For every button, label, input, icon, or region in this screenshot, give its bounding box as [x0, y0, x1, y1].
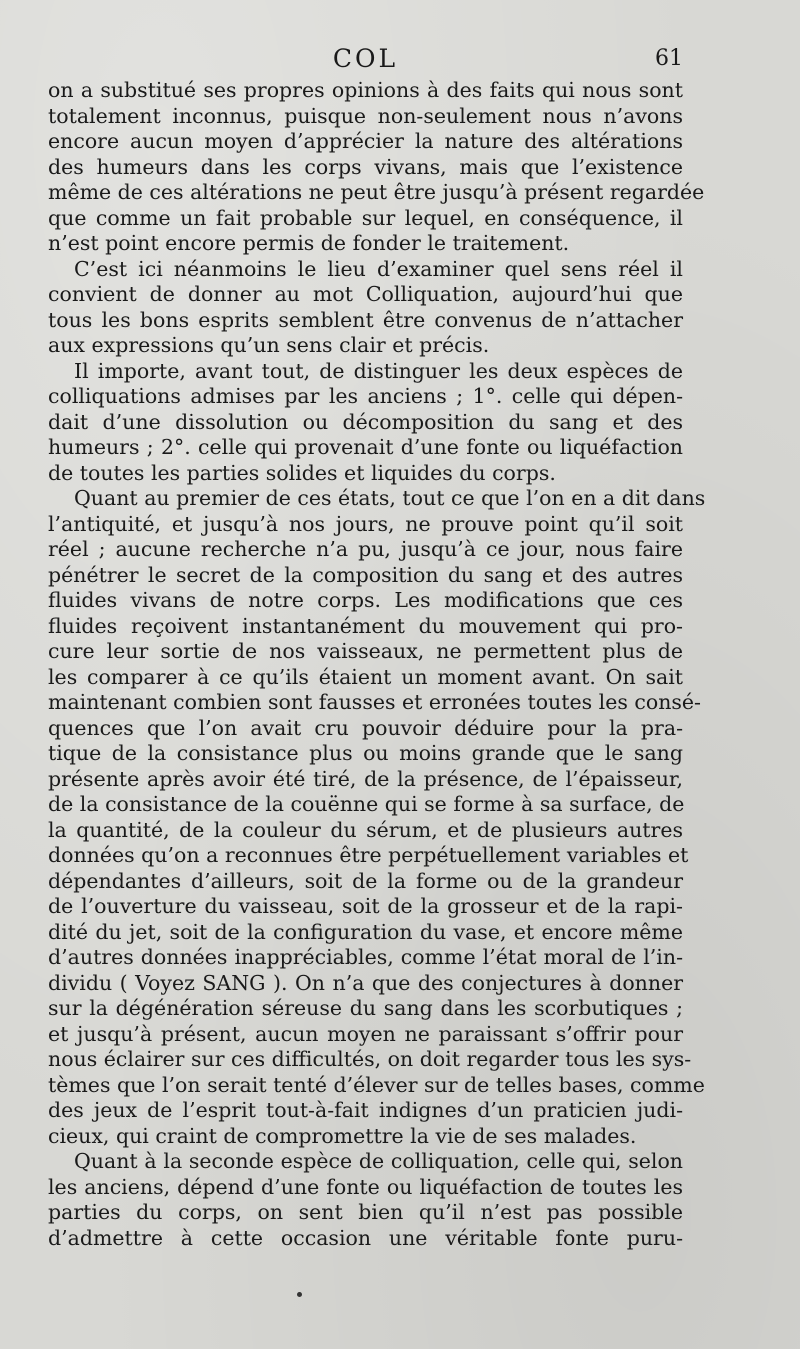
text-line: tèmes que l’on serait tenté d’élever sur de telles bases, comme: [48, 1072, 705, 1097]
text-line: de l’ouverture du vaisseau, soit de la grosseur et de la rapi-: [48, 894, 683, 918]
text-line: et jusqu’à présent, aucun moyen ne paraissant s’offrir pour: [48, 1021, 683, 1046]
text-line: cieux, qui craint de compromettre la vie de ses malades.: [48, 1123, 637, 1148]
text-line: des humeurs dans les corps vivans, mais que l’existence: [48, 154, 683, 179]
text-line: des jeux de l’esprit tout-à-fait indignes d’un praticien judi-: [48, 1098, 683, 1122]
text-line: l’antiquité, et jusqu’à nos jours, ne prouve point qu’il soit: [48, 511, 683, 536]
text-line: Quant au premier de ces états, tout ce que l’on en a dit dans: [74, 486, 706, 510]
text-line: encore aucun moyen d’apprécier la nature des altérations: [48, 129, 683, 153]
text-line: les anciens, dépend d’une fonte ou liquéfaction de toutes les: [48, 1174, 683, 1199]
text-line: colliquations admises par les anciens ; 1°. celle qui dépen-: [48, 384, 683, 408]
text-line: n’est point encore permis de fonder le traitement.: [48, 231, 570, 255]
text-line: Il importe, avant tout, de distinguer les deux espèces de: [74, 358, 683, 383]
text-line: d’autres données inappréciables, comme l’état moral de l’in-: [48, 945, 683, 969]
text-line: de toutes les parties solides et liquides du corps.: [48, 460, 556, 485]
page-header: [48, 44, 683, 74]
text-line: les comparer à ce qu’ils étaient un moment avant. On sait: [48, 664, 683, 689]
text-line: que comme un fait probable sur lequel, en conséquence, il: [48, 205, 683, 230]
text-line: quences que l’on avait cru pouvoir déduire pour la pra-: [48, 715, 683, 740]
text-line: tique de la consistance plus ou moins grande que le sang: [48, 741, 683, 765]
text-line: fluides vivans de notre corps. Les modifications que ces: [48, 588, 683, 612]
text-line: maintenant combien sont fausses et erronées toutes les consé-: [48, 690, 701, 714]
text-line: réel ; aucune recherche n’a pu, jusqu’à ce jour, nous faire: [48, 537, 683, 561]
text-line: tous les bons esprits semblent être convenus de n’attacher: [48, 307, 683, 332]
text-line: sur la dégénération séreuse du sang dans les scorbutiques ;: [48, 996, 683, 1020]
text-line: convient de donner au mot Colliquation, aujourd’hui que: [48, 282, 683, 306]
text-line: données qu’on a reconnues être perpétuellement variables et: [48, 843, 689, 867]
running-head: COL: [332, 44, 399, 73]
text-line: de la consistance de la couënne qui se forme à sa surface, de: [48, 792, 685, 816]
text-line: nous éclairer sur ces difficultés, on doit regarder tous les sys-: [48, 1047, 692, 1071]
text-line: parties du corps, on sent bien qu’il n’est pas possible: [48, 1200, 683, 1224]
text-line: dité du jet, soit de la configuration du vase, et encore même: [48, 919, 683, 944]
text-line: la quantité, de la couleur du sérum, et de plusieurs autres: [48, 817, 683, 842]
text-line: même de ces altérations ne peut être jusqu’à présent regardée: [48, 180, 705, 204]
text-line: Quant à la seconde espèce de colliquation, celle qui, selon: [74, 1149, 683, 1173]
text-line: fluides reçoivent instantanément du mouvement qui pro-: [48, 613, 683, 638]
text-line: pénétrer le secret de la composition du sang et des autres: [48, 562, 683, 587]
text-line: présente après avoir été tiré, de la présence, de l’épaisseur,: [48, 766, 683, 791]
text-line: cure leur sortie de nos vaisseaux, ne permettent plus de: [48, 639, 683, 663]
text-line: totalement inconnus, puisque non-seulement nous n’avons: [48, 103, 683, 128]
text-line: dait d’une dissolution ou décomposition du sang et des: [48, 409, 683, 434]
body-text: [48, 78, 706, 1251]
text-line: d’admettre à cette occasion une véritable fonte puru-: [48, 1225, 683, 1250]
text-line: on a substitué ses propres opinions à des faits qui nous sont: [48, 78, 683, 102]
text-line: humeurs ; 2°. celle qui provenait d’une fonte ou liquéfaction: [48, 435, 683, 459]
text-line: C’est ici néanmoins le lieu d’examiner quel sens réel il: [74, 256, 683, 281]
text-line: dépendantes d’ailleurs, soit de la forme ou de la grandeur: [48, 868, 683, 893]
text-line: dividu ( Voyez SANG ). On n’a que des conjectures à donner: [48, 970, 683, 995]
ink-dot: [297, 1292, 302, 1297]
page-number: 61: [655, 46, 683, 71]
text-line: aux expressions qu’un sens clair et précis.: [48, 333, 490, 357]
